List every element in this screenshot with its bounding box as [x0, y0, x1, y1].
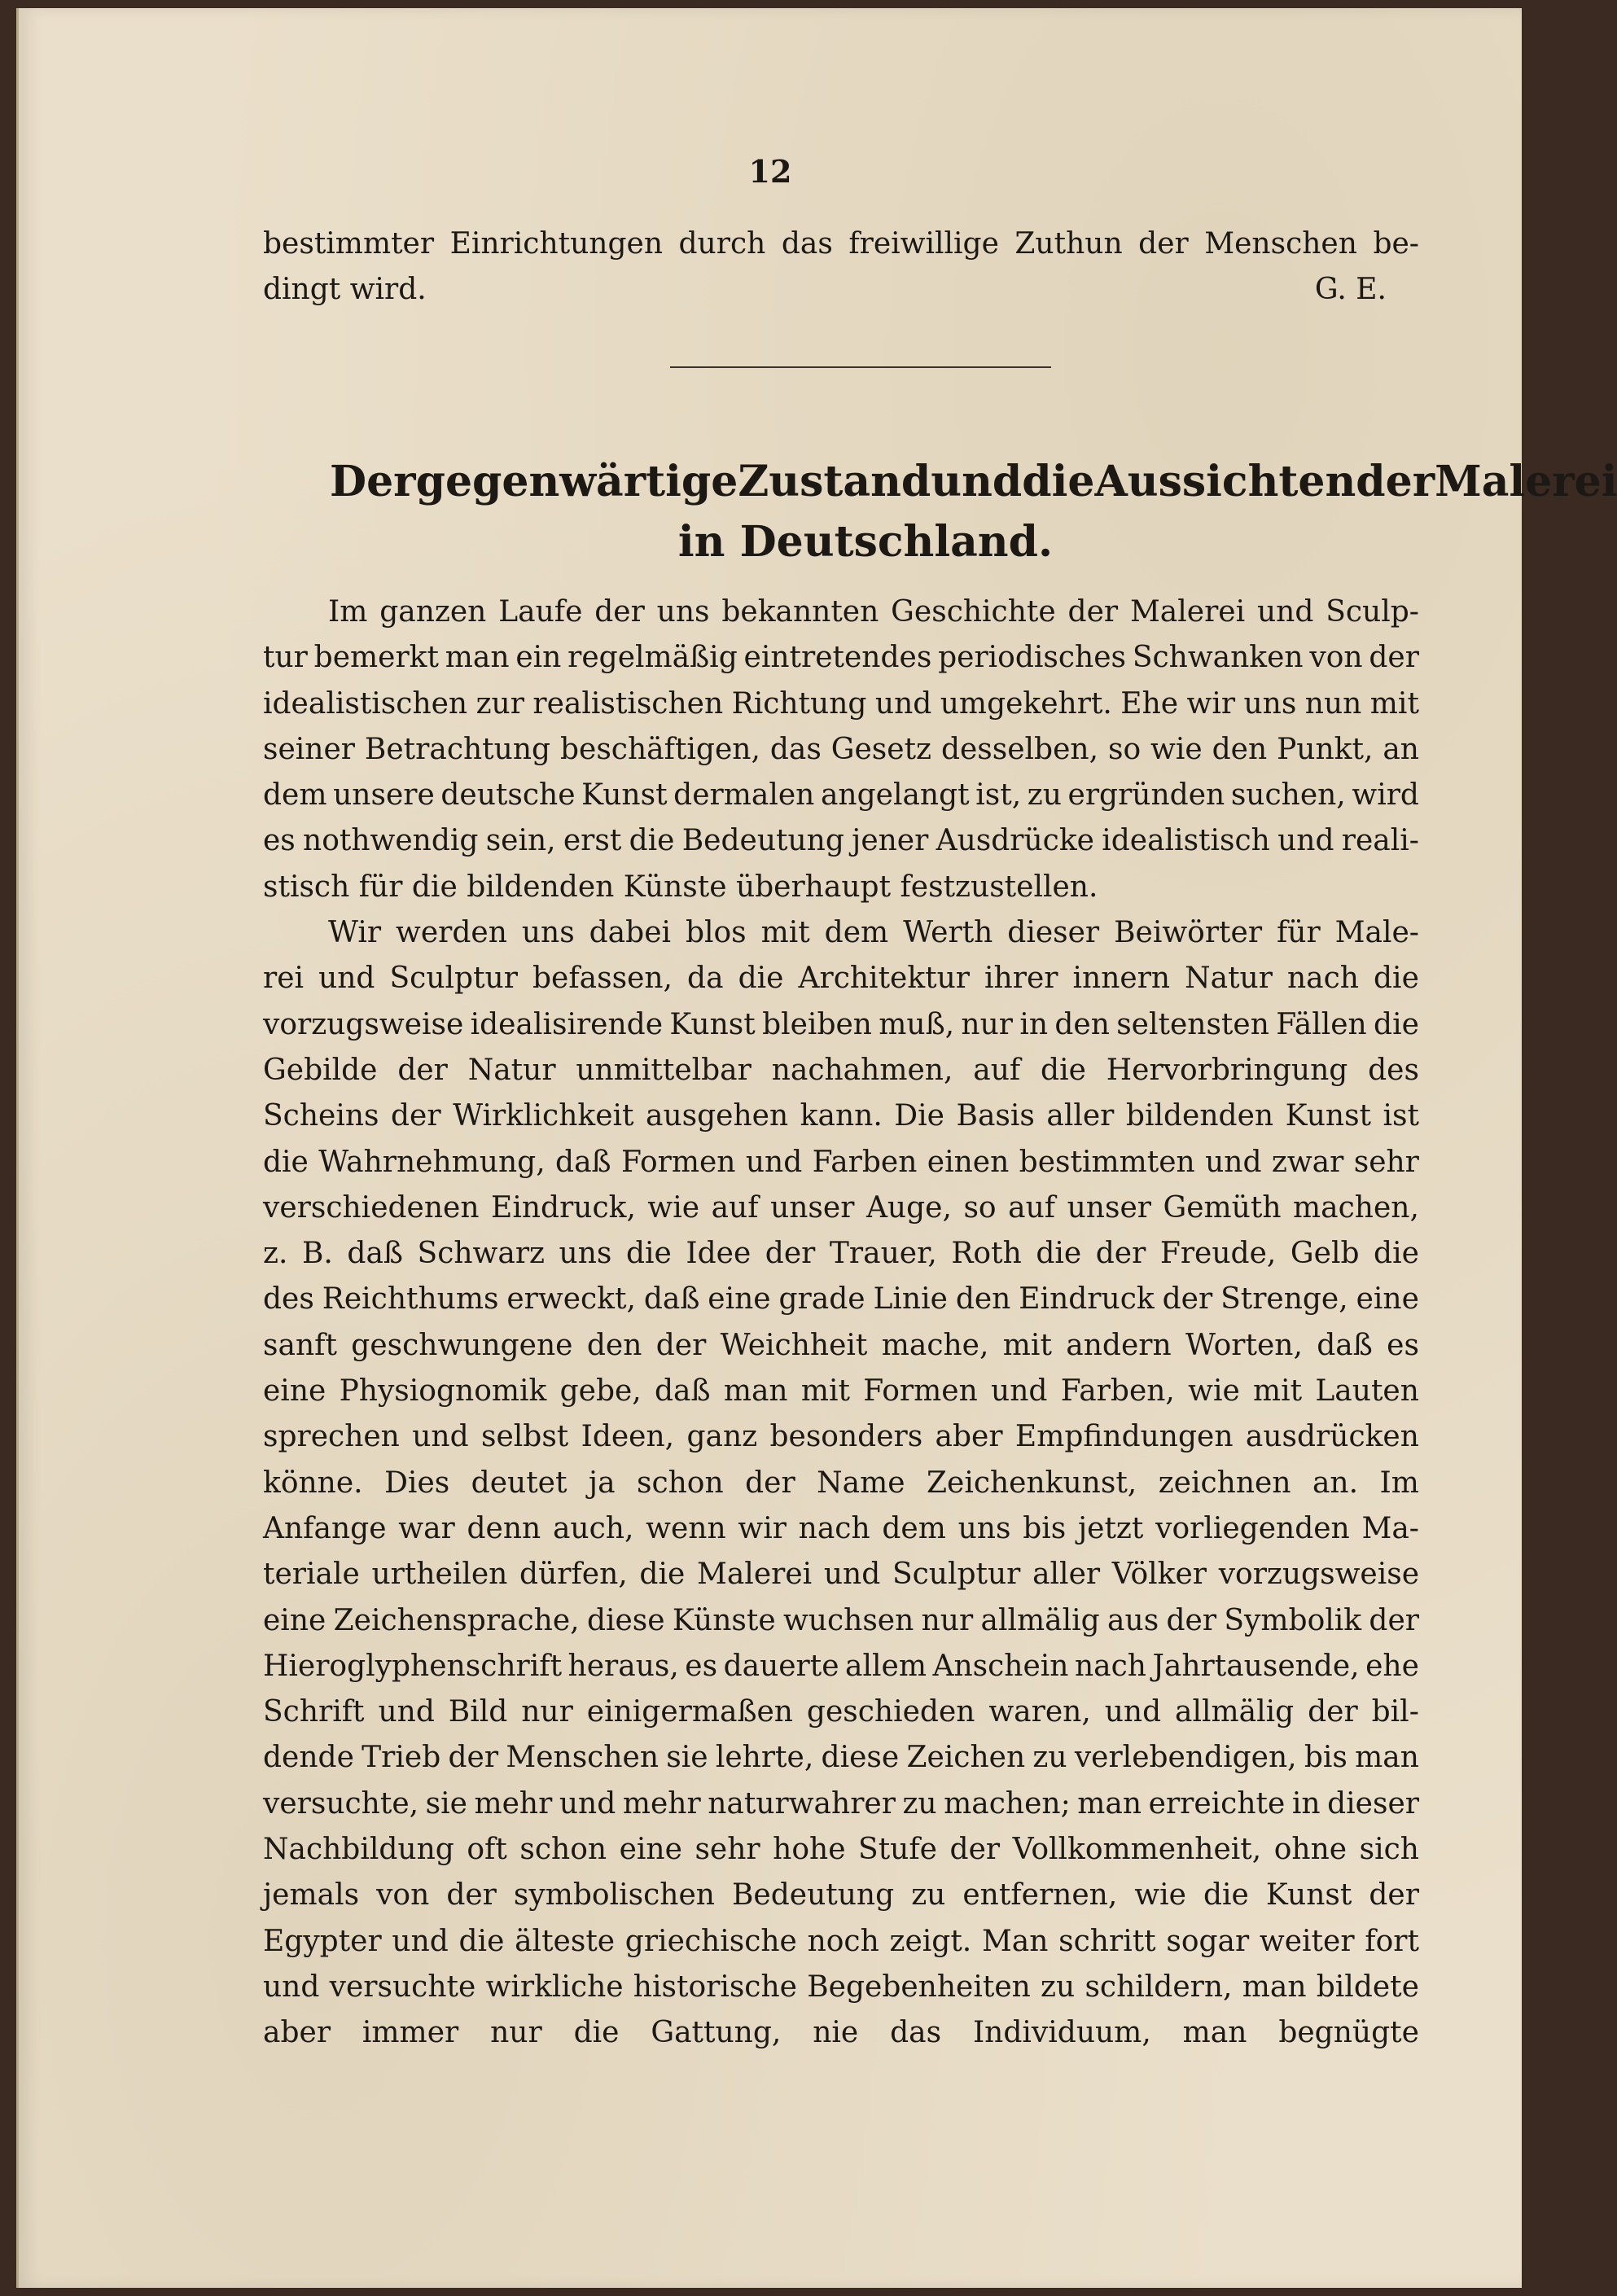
closing-text: dingt wird. — [263, 273, 427, 307]
text-line-with-signature — [263, 267, 1419, 313]
text-line: seiner Betrachtung beschäftigen, das Gesetz desselben, so wie den Punkt, an — [263, 732, 1419, 766]
text-line: teriale urtheilen dürfen, die Malerei und Sculptur aller Völker vorzugsweise — [263, 1558, 1419, 1592]
section-divider — [670, 366, 1051, 368]
text-line: vorzugsweise idealisirende Kunst bleiben muß, nur in den seltensten Fällen die — [263, 1007, 1419, 1041]
text-line: Wir werden uns dabei blos mit dem Werth dieser Beiwörter für Male- — [328, 916, 1419, 950]
text-line: des Reichthums erweckt, daß eine grade Linie den Eindruck der Strenge, eine — [263, 1282, 1419, 1317]
text-line: Gebilde der Natur unmittelbar nachahmen, auf die Hervorbringung des — [263, 1053, 1419, 1087]
text-line: es nothwendig sein, erst die Bedeutung jener Ausdrücke idealistisch und reali- — [263, 824, 1419, 858]
text-line: sprechen und selbst Ideen, ganz besonders aber Empfindungen ausdrücken — [263, 1420, 1419, 1454]
text-line: Schrift und Bild nur einigermaßen geschieden waren, und allmälig der bil- — [263, 1695, 1419, 1729]
text-line: stisch für die bildenden Künste überhaupt festzustellen. — [263, 870, 1098, 904]
text-line: bestimmter Einrichtungen durch das freiwillige Zuthun der Menschen be- — [263, 227, 1419, 261]
text-line: Nachbildung oft schon eine sehr hohe Stufe der Vollkommenheit, ohne sich — [263, 1833, 1419, 1867]
text-line: dem unsere deutsche Kunst dermalen angelangt ist, zu ergründen suchen, wird — [263, 778, 1419, 813]
document-page — [16, 8, 1617, 2288]
text-line: rei und Sculptur befassen, da die Architektur ihrer innern Natur nach die — [263, 962, 1419, 996]
text-line: dende Trieb der Menschen sie lehrte, diese Zeichen zu verlebendigen, bis man — [263, 1741, 1419, 1775]
text-line: Hieroglyphenschrift heraus, es dauerte allem Anschein nach Jahrtausende, ehe — [263, 1649, 1419, 1683]
page-number: 12 — [748, 153, 792, 190]
text-line: eine Physiognomik gebe, daß man mit Formen und Farben, wie mit Lauten — [263, 1374, 1419, 1409]
text-line: Egypter und die älteste griechische noch zeigt. Man schritt sogar weiter fort — [263, 1924, 1419, 1958]
article-heading — [263, 452, 1617, 572]
text-line: verschiedenen Eindruck, wie auf unser Auge, so auf unser Gemüth machen, — [263, 1190, 1419, 1225]
heading-line-1: Der gegenwärtige Zustand und die Aussichten der Malerei — [330, 457, 1617, 506]
text-line: aber immer nur die Gattung, nie das Individuum, man begnügte — [263, 2016, 1419, 2050]
text-line: Anfange war denn auch, wenn wir nach dem uns bis jetzt vorliegenden Ma- — [263, 1511, 1419, 1545]
article-body — [263, 589, 1419, 2057]
text-line: und versuchte wirkliche historische Begebenheiten zu schildern, man bildete — [263, 1970, 1419, 2004]
author-signature: G. E. — [1314, 273, 1387, 307]
text-line: sanft geschwungene den der Weichheit mache, mit andern Worten, daß es — [263, 1328, 1419, 1362]
text-line: tur bemerkt man ein regelmäßig eintretendes periodisches Schwanken von der — [263, 641, 1419, 675]
paragraph-1 — [263, 589, 1419, 910]
text-line: jemals von der symbolischen Bedeutung zu entfernen, wie die Kunst der — [263, 1878, 1419, 1913]
text-line: idealistischen zur realistischen Richtung und umgekehrt. Ehe wir uns nun mit — [263, 686, 1419, 721]
text-line: Scheins der Wirklichkeit ausgehen kann. Die Basis aller bildenden Kunst ist — [263, 1099, 1419, 1133]
previous-article-ending — [263, 221, 1419, 313]
heading-line-2: in Deutschland. — [677, 517, 1054, 567]
paragraph-2 — [263, 910, 1419, 2056]
text-line: könne. Dies deutet ja schon der Name Zeichenkunst, zeichnen an. Im — [263, 1466, 1419, 1500]
text-line: die Wahrnehmung, daß Formen und Farben einen bestimmten und zwar sehr — [263, 1145, 1419, 1179]
text-line: eine Zeichensprache, diese Künste wuchsen nur allmälig aus der Symbolik der — [263, 1603, 1419, 1637]
text-line: z. B. daß Schwarz uns die Idee der Trauer, Roth die der Freude, Gelb die — [263, 1237, 1419, 1271]
text-line: Im ganzen Laufe der uns bekannten Geschichte der Malerei und Sculp- — [328, 595, 1419, 629]
text-line: versuchte, sie mehr und mehr naturwahrer zu machen; man erreichte in dieser — [263, 1786, 1419, 1821]
